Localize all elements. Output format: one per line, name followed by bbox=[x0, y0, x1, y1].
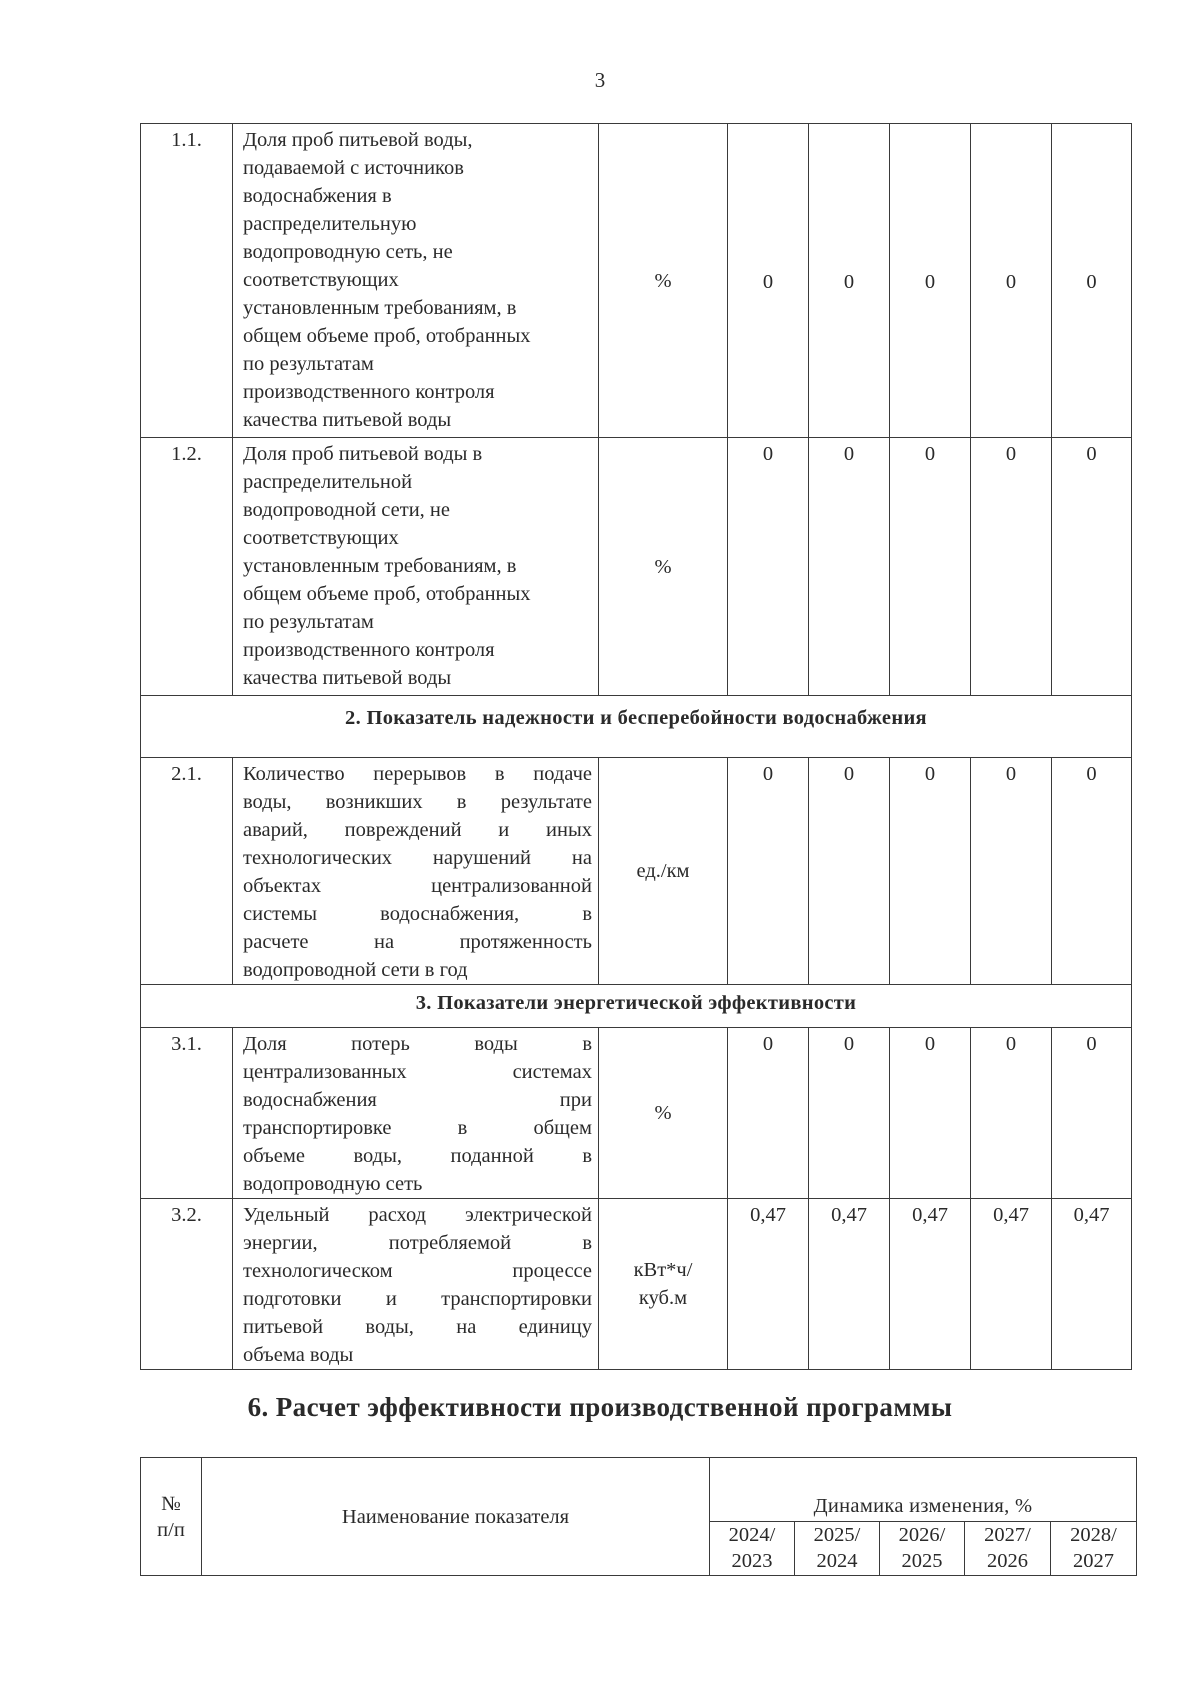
unit-cell: % bbox=[599, 124, 728, 438]
unit-line: кВт*ч/ bbox=[633, 1259, 693, 1281]
indicator-line: водопроводной сети в год bbox=[243, 959, 468, 981]
year-bottom: 2027 bbox=[1073, 1550, 1114, 1572]
value-cell: 0 bbox=[890, 758, 971, 985]
section-heading: 6. Расчет эффективности производственной программы bbox=[247, 1392, 953, 1422]
indicator-line: водоснабжения в bbox=[243, 185, 392, 207]
indicator-line: производственного контроля bbox=[243, 381, 495, 403]
value-cell: 0 bbox=[890, 438, 971, 696]
indicators-table bbox=[140, 123, 1132, 1370]
indicator-line: установленным требованиям, в bbox=[243, 555, 517, 577]
indicator-line: распределительную bbox=[243, 213, 417, 235]
table-row bbox=[141, 1028, 1132, 1199]
value-cell: 0 bbox=[971, 758, 1052, 985]
number-column-header bbox=[141, 1458, 202, 1576]
unit-cell bbox=[599, 1199, 728, 1370]
indicator-line: Количество перерывов в подаче bbox=[243, 763, 592, 785]
indicator-line: централизованных системах bbox=[243, 1061, 592, 1083]
indicator-name bbox=[233, 1199, 599, 1370]
section-title: 3. Показатели энергетической эффективности bbox=[141, 985, 1132, 1028]
row-number: 3.1. bbox=[141, 1028, 233, 1199]
indicator-line: водопроводную сеть, не bbox=[243, 241, 453, 263]
year-top: 2027/ bbox=[984, 1524, 1031, 1546]
year-header bbox=[880, 1522, 965, 1576]
value-cell: 0 bbox=[971, 1028, 1052, 1199]
year-top: 2026/ bbox=[898, 1524, 946, 1546]
year-bottom: 2023 bbox=[731, 1550, 773, 1572]
indicator-line: воды, возникших в результате bbox=[243, 791, 592, 813]
indicator-line: общем объеме проб, отобранных bbox=[243, 325, 531, 347]
number-header-line: № bbox=[161, 1492, 181, 1515]
indicator-line: качества питьевой воды bbox=[243, 667, 452, 689]
indicator-line: водопроводную сеть bbox=[243, 1173, 423, 1195]
number-header-line: п/п bbox=[157, 1518, 185, 1541]
value-cell: 0 bbox=[971, 438, 1052, 696]
year-bottom: 2026 bbox=[987, 1550, 1028, 1572]
indicator-line: производственного контроля bbox=[243, 639, 495, 661]
year-header bbox=[795, 1522, 880, 1576]
row-number: 1.2. bbox=[141, 438, 233, 696]
indicator-line: объектах централизованной bbox=[243, 875, 592, 897]
value-cell: 0 bbox=[728, 1028, 809, 1199]
value-cell: 0 bbox=[809, 758, 890, 985]
indicator-line: аварий, повреждений и иных bbox=[243, 819, 592, 841]
value-cell: 0 bbox=[728, 758, 809, 985]
value-cell: 0 bbox=[809, 438, 890, 696]
row-number: 1.1. bbox=[141, 124, 233, 438]
header-row bbox=[141, 1458, 1137, 1522]
unit-cell: % bbox=[599, 438, 728, 696]
indicator-line: подготовки и транспортировки bbox=[243, 1288, 592, 1310]
indicator-line: подаваемой с источников bbox=[243, 157, 464, 179]
indicator-name bbox=[233, 124, 599, 438]
indicator-line: общем объеме проб, отобранных bbox=[243, 583, 531, 605]
page-number: 3 bbox=[594, 68, 606, 92]
year-bottom: 2025 bbox=[901, 1550, 943, 1572]
indicator-line: соответствующих bbox=[243, 269, 399, 291]
value-cell: 0 bbox=[728, 438, 809, 696]
indicator-line: системы водоснабжения, в bbox=[243, 903, 592, 925]
indicator-line: водоснабжения при bbox=[243, 1089, 592, 1111]
value-cell: 0 bbox=[971, 124, 1052, 438]
indicator-line: энергии, потребляемой в bbox=[243, 1232, 592, 1254]
indicator-line: технологических нарушений на bbox=[243, 847, 592, 869]
value-cell: 0 bbox=[809, 124, 890, 438]
table-row bbox=[141, 1199, 1132, 1370]
table-row bbox=[141, 438, 1132, 696]
indicator-name bbox=[233, 758, 599, 985]
section-row bbox=[141, 985, 1132, 1028]
value-cell: 0,47 bbox=[728, 1199, 809, 1370]
value-cell: 0 bbox=[890, 1028, 971, 1199]
indicator-line: питьевой воды, на единицу bbox=[243, 1316, 592, 1338]
section-title: 2. Показатель надежности и бесперебойности водоснабжения bbox=[141, 696, 1132, 758]
indicator-line: соответствующих bbox=[243, 527, 399, 549]
indicator-name bbox=[233, 1028, 599, 1199]
indicator-line: расчете на протяженность bbox=[243, 931, 592, 953]
indicator-line: установленным требованиям, в bbox=[243, 297, 517, 319]
indicator-line: распределительной bbox=[243, 471, 413, 493]
value-cell: 0,47 bbox=[809, 1199, 890, 1370]
unit-cell: ед./км bbox=[599, 758, 728, 985]
value-cell: 0 bbox=[728, 124, 809, 438]
indicator-line: водопроводной сети, не bbox=[243, 499, 450, 521]
indicator-line: по результатам bbox=[243, 611, 374, 633]
indicator-line: технологическом процессе bbox=[243, 1260, 592, 1282]
indicator-line: объеме воды, поданной в bbox=[243, 1145, 592, 1167]
value-cell: 0 bbox=[1052, 124, 1132, 438]
table-row bbox=[141, 124, 1132, 438]
year-header bbox=[710, 1522, 795, 1576]
indicator-line: Доля проб питьевой воды, bbox=[243, 129, 473, 151]
value-cell: 0 bbox=[890, 124, 971, 438]
efficiency-table bbox=[140, 1457, 1137, 1576]
dynamics-header: Динамика изменения, % bbox=[710, 1458, 1137, 1522]
value-cell: 0 bbox=[1052, 758, 1132, 985]
indicator-name bbox=[233, 438, 599, 696]
year-top: 2025/ bbox=[813, 1524, 861, 1546]
name-column-header: Наименование показателя bbox=[202, 1458, 710, 1576]
value-cell: 0 bbox=[1052, 438, 1132, 696]
value-cell: 0,47 bbox=[890, 1199, 971, 1370]
year-top: 2024/ bbox=[728, 1524, 776, 1546]
indicator-line: транспортировке в общем bbox=[243, 1117, 592, 1139]
indicator-line: Удельный расход электрической bbox=[243, 1204, 592, 1226]
year-header bbox=[965, 1522, 1051, 1576]
year-bottom: 2024 bbox=[816, 1550, 858, 1572]
table-row bbox=[141, 758, 1132, 985]
row-number: 3.2. bbox=[141, 1199, 233, 1370]
indicator-line: Доля потерь воды в bbox=[243, 1033, 592, 1055]
section-row bbox=[141, 696, 1132, 758]
row-number: 2.1. bbox=[141, 758, 233, 985]
value-cell: 0,47 bbox=[971, 1199, 1052, 1370]
indicator-line: качества питьевой воды bbox=[243, 409, 452, 431]
value-cell: 0 bbox=[1052, 1028, 1132, 1199]
value-cell: 0,47 bbox=[1052, 1199, 1132, 1370]
year-header bbox=[1051, 1522, 1137, 1576]
unit-cell: % bbox=[599, 1028, 728, 1199]
indicator-line: объема воды bbox=[243, 1344, 354, 1366]
indicator-line: Доля проб питьевой воды в bbox=[243, 443, 483, 465]
indicator-line: по результатам bbox=[243, 353, 374, 375]
unit-line: куб.м bbox=[638, 1287, 688, 1309]
value-cell: 0 bbox=[809, 1028, 890, 1199]
year-top: 2028/ bbox=[1070, 1524, 1117, 1546]
